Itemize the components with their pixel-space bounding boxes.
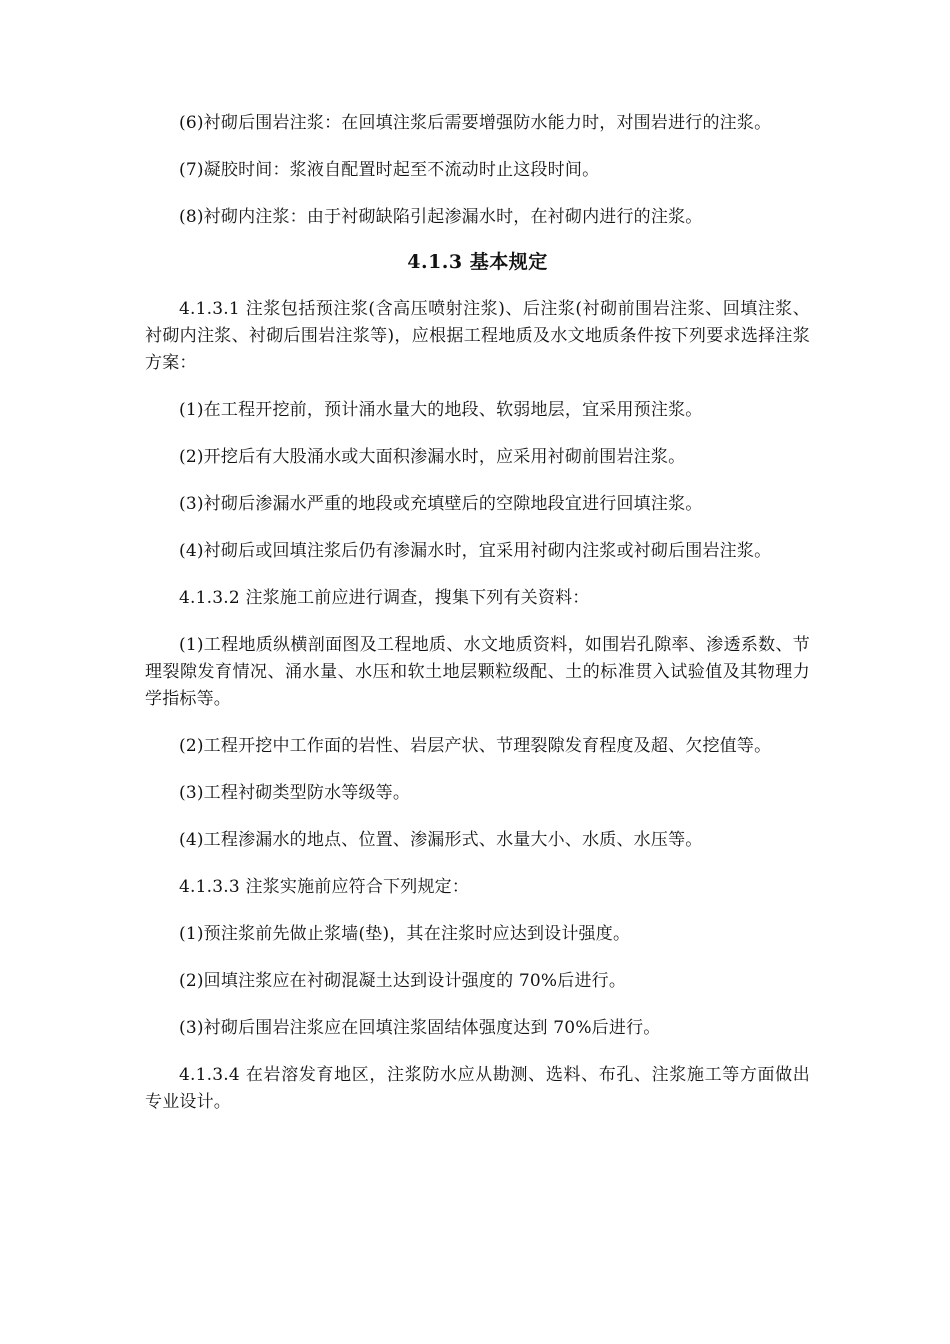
clause-4-1-3-3: 4.1.3.3 注浆实施前应符合下列规定： (179, 877, 470, 897)
clause-4-1-3-2-item-3: (3)工程衬砌类型防水等级等。 (179, 783, 411, 803)
clause-4-1-3-1-item-2: (2)开挖后有大股涌水或大面积渗漏水时，应采用衬砌前围岩注浆。 (179, 447, 686, 467)
clause-4-1-3-3-item-2: (2)回填注浆应在衬砌混凝土达到设计强度的 70%后进行。 (179, 971, 627, 991)
clause-4-1-3-1-item-3: (3)衬砌后渗漏水严重的地段或充填壁后的空隙地段宜进行回填注浆。 (179, 494, 703, 514)
clause-4-1-3-1-item-1: (1)在工程开挖前，预计涌水量大的地段、软弱地层，宜采用预注浆。 (179, 400, 703, 420)
clause-4-1-3-3-item-1: (1)预注浆前先做止浆墙(垫)，其在注浆时应达到设计强度。 (179, 924, 631, 944)
clause-4-1-3-4: 4.1.3.4 在岩溶发育地区，注浆防水应从勘测、选料、布孔、注浆施工等方面做出专业设计。 (145, 1065, 810, 1112)
paragraph-6-lining-rear-grouting: (6)衬砌后围岩注浆：在回填注浆后需要增强防水能力时，对围岩进行的注浆。 (179, 113, 772, 133)
clause-4-1-3-1: 4.1.3.1 注浆包括预注浆(含高压喷射注浆)、后注浆(衬砌前围岩注浆、回填注浆、衬砌内注浆、衬砌后围岩注浆等)，应根据工程地质及水文地质条件按下列要求选择注浆方案： (145, 299, 810, 373)
clause-4-1-3-3-item-3: (3)衬砌后围岩注浆应在回填注浆固结体强度达到 70%后进行。 (179, 1018, 661, 1038)
clause-4-1-3-2-item-4: (4)工程渗漏水的地点、位置、渗漏形式、水量大小、水质、水压等。 (179, 830, 703, 850)
clause-4-1-3-2: 4.1.3.2 注浆施工前应进行调查，搜集下列有关资料： (179, 588, 590, 608)
document-page (145, 110, 810, 1136)
clause-4-1-3-2-item-2: (2)工程开挖中工作面的岩性、岩层产状、节理裂隙发育程度及超、欠挖值等。 (179, 736, 772, 756)
clause-4-1-3-2-item-1: (1)工程地质纵横剖面图及工程地质、水文地质资料，如围岩孔隙率、渗透系数、节理裂隙发育情况、涌水量、水压和软土地层颗粒级配、土的标准贯入试验值及其物理力学指标等。 (145, 635, 810, 709)
clause-4-1-3-1-item-4: (4)衬砌后或回填注浆后仍有渗漏水时，宜采用衬砌内注浆或衬砌后围岩注浆。 (179, 541, 772, 561)
paragraph-7-gel-time: (7)凝胶时间：浆液自配置时起至不流动时止这段时间。 (179, 160, 600, 180)
paragraph-8-in-lining-grouting: (8)衬砌内注浆：由于衬砌缺陷引起渗漏水时，在衬砌内进行的注浆。 (179, 207, 703, 227)
section-heading: 4.1.3 基本规定 (407, 251, 548, 273)
